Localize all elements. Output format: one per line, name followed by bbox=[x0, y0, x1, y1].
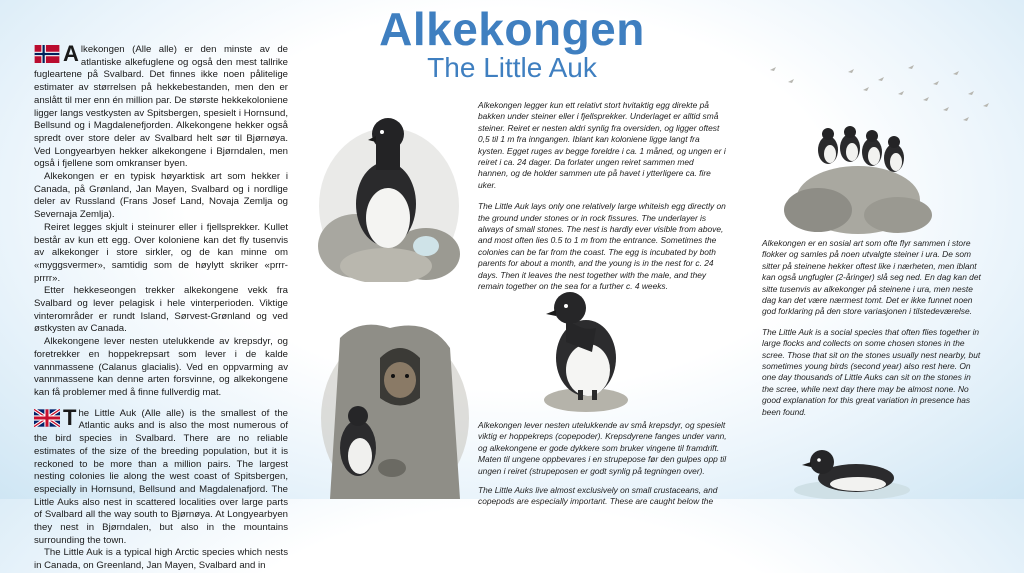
nesting-english: The Little Auk lays only one relatively large whiteish egg directly on the ground under stones or in rock fissures. The underlayer is always of small stones. The nest is hardly ever visible from above, and most often lies 0.5 to 1 m from the entrance. Sometimes the colonies can be far from the coast. The egg is incubated by both parents for about a month, and the young is in the nest for c. 24 days. Then it leaves the nest together with the male, and they remain together on the sea for a further c. 4 weeks. bbox=[478, 201, 726, 292]
diet-text bbox=[478, 420, 728, 516]
dropcap-en: T bbox=[63, 404, 77, 430]
page-subtitle: The Little Auk bbox=[427, 52, 597, 83]
dropcap-no: A bbox=[63, 41, 79, 66]
social-norwegian: Alkekongen er en sosial art som ofte flyr sammen i store flokker og samles på noen utvalgte steiner i ura. De som sitter på steinene hekker oftest like i nærheten, men iblant kan også ungfugler (2-åringer) slå seg ned. En dag kan det sitte tusenvis av alkekonger på steinene i ura, men neste dag kan det være nærmest tomt. Det er ikke funnet noen god forklaring på den store variasjonen i tilstedeværelse. bbox=[762, 238, 981, 317]
nesting-text bbox=[478, 100, 726, 303]
norwegian-section bbox=[34, 41, 288, 400]
left-column bbox=[34, 41, 288, 573]
little-auk-swimming-illustration bbox=[792, 440, 912, 499]
social-english: The Little Auk is a social species that often flies together in large flocks and collects on some chosen stones in the scree. Those that sit on the stones usually nest nearby, but sometimes young birds (second year) also rest here. On one day thousands of Little Auks can sit on the stones in the scree, while next day there may be almost none. No good explanation for this great variation in presence has been found. bbox=[762, 326, 981, 417]
nesting-norwegian: Alkekongen legger kun ett relativt stort hvitaktig egg direkte på bakken under steiner eller i fjellsprekker. Underlaget er alltid små steiner. Reiret er nesten aldri synlig fra oversiden, og ligger oftest 0,5 til 1 m fra inngangen. Iblant kan koloniene ligge langt fra kysten. Egget ruges av begge foreldre i ca. 1 måned, og ungen er i reiret i ca. 24 dager. Da forlater ungen reiret sammen med hannen, og de holder sammen ute på havet i ytterligere ca. fire uker. bbox=[478, 100, 726, 190]
social-text bbox=[762, 238, 984, 427]
paragraph: Etter hekkeseongen trekker alkekongene vekk fra Svalbard og lever pelagisk i hele vinterperioden. Viktige vinterområder er rundt Island, Sørvest-Grønland og ved østkysten av Canada. bbox=[34, 285, 288, 335]
english-section bbox=[34, 404, 288, 573]
diet-norwegian: Alkekongen lever nesten utelukkende av små krepsdyr, og spesielt viktig er hoppekreps (copepoder). Krepsdyrene fanges under vann, og alkekongene er gode dykkere som bruker vingene til framdrift. Maten til ungene oppbevares i en strupepose før den gulpes opp til ungen i reiret (strupeposen er godt synlig på tegningen over). bbox=[478, 420, 727, 476]
paragraph: Alkekongene lever nesten utelukkende av krepsdyr, og foretrekker en hoppekrepsart som lever i de kalde vannmassene (Calanus glacialis). Ved en oppvarming av vannmassene kan denne arten forsvinne, og alkekongene kan få problemer med å finne fullverdig mat. bbox=[34, 336, 288, 398]
diet-english: The Little Auks live almost exclusively on small crustaceans, and copepods are especially important. These are caught below the bbox=[478, 485, 718, 507]
little-auk-nest-crevice-illustration bbox=[320, 318, 470, 499]
paragraph: The Little Auk is a typical high Arctic species which nests in Canada, on Greenland, Jan Mayen, Svalbard and in bbox=[34, 547, 288, 572]
paragraph: lkekongen (Alle alle) er den minste av de atlantiske alkefuglene og også den mest tallrike fugleartene på Svalbard. Det finnes ikke noen pålitelige estimater av størrelsen på hekkebestanden, men den er anslått til mer enn én million par. De største hekkekoloniene ligger langs vestkysten av Spitsbergen, spesielt i Hornsund, Bellsund og i Magdalenefjorden. Alkekongene hekker også spredt over store deler av Svalbard helt sør til Bjørnøya. Ved Longyearbyen hekker alkekongene i Bjørndalen, men også i fjellene som omkranser byen. bbox=[34, 44, 288, 170]
paragraph: Reiret legges skjult i steinurer eller i fjellsprekker. Kullet består av kun ett egg. Over koloniene kan det fly tusenvis av alkekonger i store sirkler, og de kan minne om «myggsvermer», samtidig som de høylytt skriker «prrr-prrrr». bbox=[34, 221, 288, 284]
norway-flag-icon bbox=[34, 45, 60, 63]
little-auk-standing-illustration bbox=[316, 96, 462, 282]
paragraph: Alkekongen er en typisk høyarktisk art som hekker i Canada, på Grønland, Jan Mayen, Svalbard og i nordlige deler av Russland (Frans Josef Land, Novaja Zemlja og Severnaja Zemlja). bbox=[34, 171, 288, 221]
uk-flag-icon bbox=[34, 409, 60, 427]
little-auk-colony-rocks-illustration bbox=[758, 60, 998, 236]
page-title: Alkekongen bbox=[379, 3, 645, 55]
paragraph: he Little Auk (Alle alle) is the smallest of the Atlantic auks and is also the most numerous of the bird species in Svalbard. There are no reliable estimates of the size of the breeding population, but it is reckoned to be more than a million pairs. The largest nesting colonies lie along the west coast of Spitsbergen, especially in Hornsund, Bellsund and Magdalenafjord. The Little Auks also nest in scattered localities over large parts of Svalbard all the way south to Bjørnøya. At Longyearbyen they nest in Bjørndalen, but also in the mountains surrounding the town. bbox=[34, 407, 288, 546]
